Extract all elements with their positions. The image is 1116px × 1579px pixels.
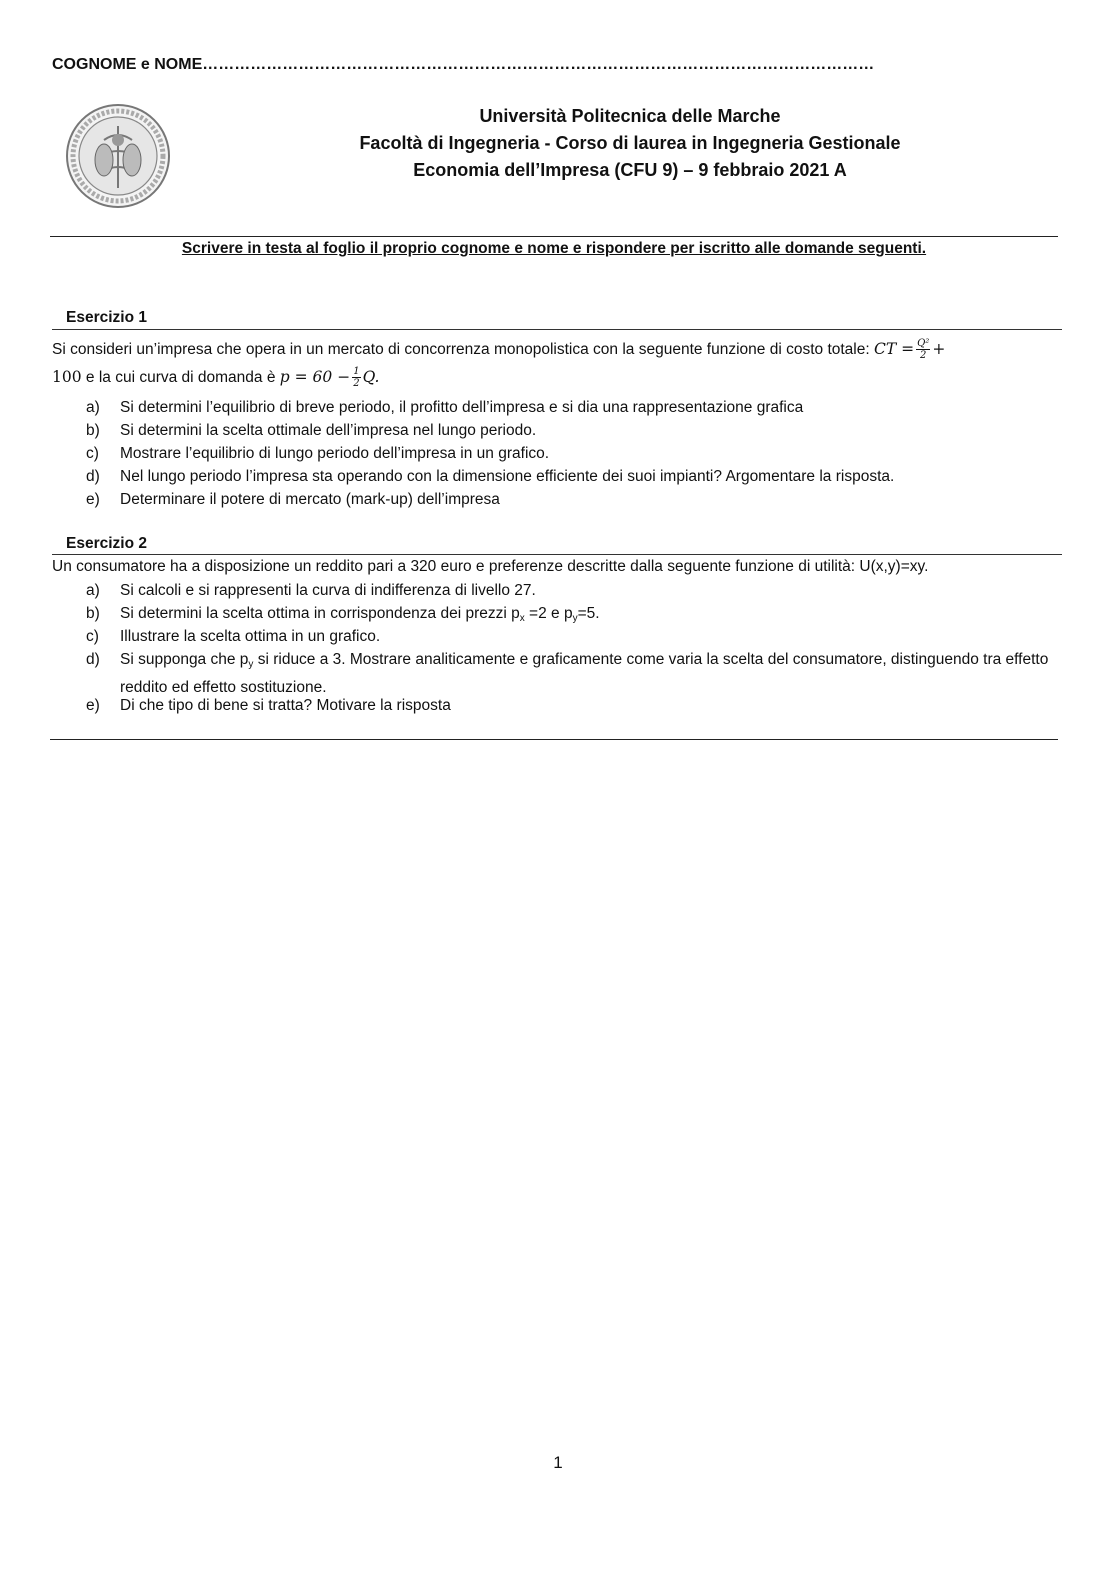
item-label: d) (86, 468, 100, 485)
cost-function-plus: + (932, 340, 946, 358)
item-label: e) (86, 697, 100, 714)
university-seal-logo (64, 100, 172, 212)
list-item (52, 602, 1062, 625)
demand-function-q: Q. (362, 368, 380, 386)
demand-function-fraction: $\frac{1}{2}$ (353, 366, 360, 390)
exercise-1-divider (52, 329, 1062, 330)
exercise-1-intro-line2: e la cui curva di domanda è (85, 369, 276, 386)
item-text: Si determini la scelta ottima in corrispondenza dei prezzi $p_x =2$ e $p_y=5$. (120, 605, 600, 624)
item-label: d) (86, 651, 100, 668)
list-item (52, 465, 1062, 488)
exercise-2-title: Esercizio 2 (66, 535, 147, 552)
item-text: Si supponga che $p_y$ si riduce a 3. Mostrare analiticamente e graficamente come varia la scelta del consumatore, distinguendo tra effetto reddito ed effetto sostituzione. (120, 651, 1049, 696)
list-item (52, 488, 1062, 511)
exercise-2-divider (52, 554, 1062, 555)
instructions: Scrivere in testa al foglio il proprio cognome e nome e rispondere per iscritto alle domande seguenti. (181, 240, 927, 257)
item-label: a) (86, 399, 100, 416)
item-text: Nel lungo periodo l’impresa sta operando con la dimensione efficiente dei suoi impianti? Argomentare la risposta. (120, 468, 895, 485)
name-field: COGNOME e NOME……………………………………………………………………………………………………………… (52, 56, 875, 73)
item-text: Determinare il potere di mercato (mark-up) dell’impresa (120, 491, 500, 508)
item-text: Mostrare l’equilibrio di lungo periodo dell’impresa in un grafico. (120, 445, 550, 462)
exercise-1-intro (52, 336, 1060, 390)
list-item (52, 396, 1062, 419)
item-text: Illustrare la scelta ottima in un grafico. (120, 628, 381, 645)
exercise-1-title: Esercizio 1 (66, 309, 147, 326)
list-item (52, 694, 1062, 717)
exercise-2-intro: Un consumatore ha a disposizione un reddito pari a 320 euro e preferenze descritte dalla seguente funzione di utilità: U(x,y)=xy. (52, 558, 929, 575)
item-label: b) (86, 605, 100, 622)
demand-function-lhs: p = 60 − (279, 368, 351, 386)
footer-divider (50, 739, 1058, 740)
item-text: Si calcoli e si rappresenti la curva di indifferenza di livello 27. (120, 582, 536, 599)
faculty-name: Facoltà di Ingegneria - Corso di laurea in Ingegneria Gestionale (359, 133, 901, 153)
course-title: Economia dell’Impresa (CFU 9) – 9 febbraio 2021 A (413, 160, 847, 180)
cost-function-lhs: CT = (873, 340, 915, 358)
cost-function-fraction: $\frac{\text{Q²}}{2}$ (917, 338, 930, 362)
header-divider (50, 236, 1058, 237)
item-label: c) (86, 445, 99, 462)
page-number: 1 (553, 1453, 563, 1472)
list-item (52, 625, 1062, 648)
list-item (52, 442, 1062, 465)
item-label: c) (86, 628, 99, 645)
cost-function-constant: 100 (52, 368, 82, 386)
list-item (52, 579, 1062, 602)
item-text: Di che tipo di bene si tratta? Motivare la risposta (120, 697, 451, 714)
item-label: b) (86, 422, 100, 439)
list-item (52, 419, 1062, 442)
university-name: Università Politecnica delle Marche (479, 106, 781, 126)
item-label: a) (86, 582, 100, 599)
item-text: Si determini la scelta ottimale dell’impresa nel lungo periodo. (120, 422, 537, 439)
list-item (52, 648, 1062, 694)
exercise-1-intro-line1: Si consideri un’impresa che opera in un mercato di concorrenza monopolistica con la seguente funzione di costo totale: (52, 341, 870, 358)
item-text: Si determini l’equilibrio di breve periodo, il profitto dell’impresa e si dia una rappresentazione grafica (120, 399, 804, 416)
item-label: e) (86, 491, 100, 508)
